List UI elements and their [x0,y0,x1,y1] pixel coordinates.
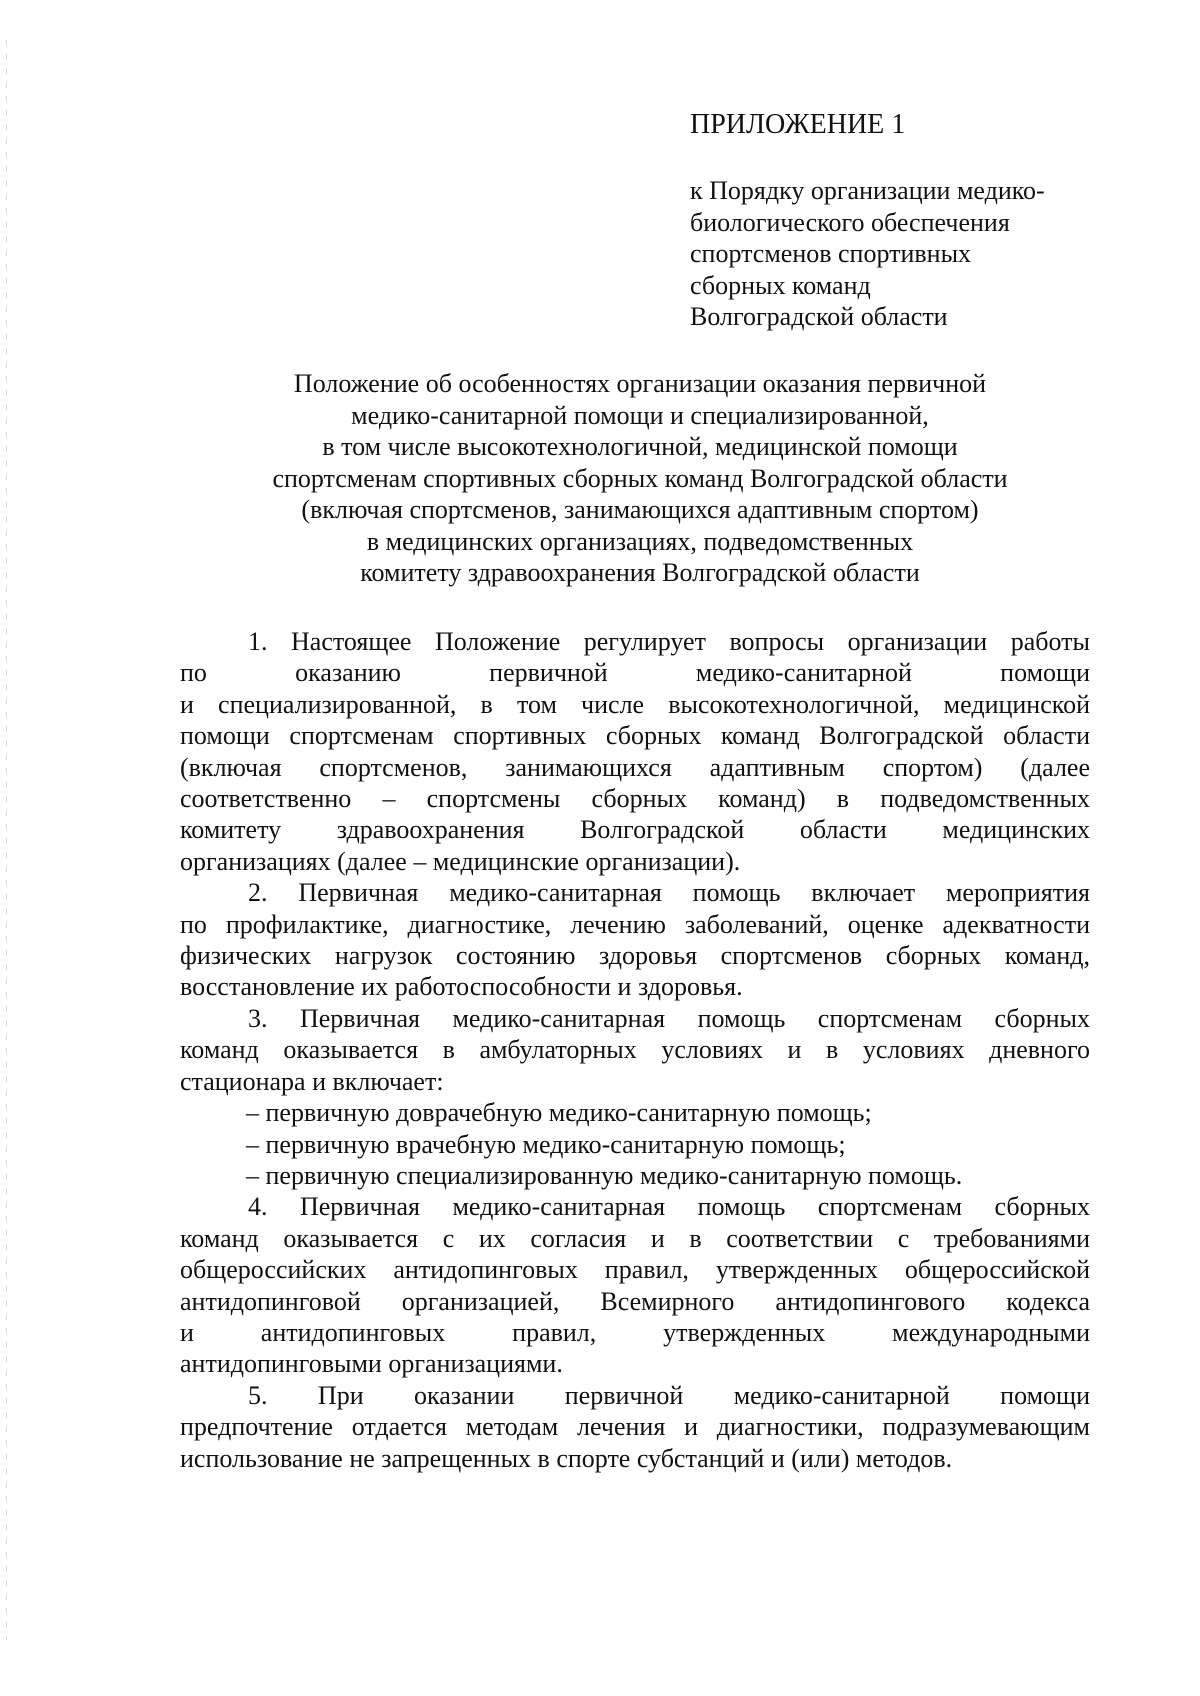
text-line: комитету здравоохранения Волгоградской области медицинских [180,815,1090,845]
text-line: использование не запрещенных в спорте субстанций и (или) методов. [180,1443,953,1473]
text-line: по оказанию первичной медико-санитарной помощи [180,658,1090,688]
paragraph-4 [180,1191,1090,1379]
text-line: соответственно – спортсмены сборных команд) в подведомственных [180,784,1090,814]
text-line: 5. При оказании первичной медико-санитарной помощи [248,1380,1090,1410]
text-line: помощи спортсменам спортивных сборных команд Волгоградской области [180,721,1090,751]
list-item: – первичную доврачебную медико-санитарную помощь; [246,1098,872,1128]
title-line: Положение об особенностях организации оказания первичной [293,369,987,398]
text-line: (включая спортсменов, занимающихся адаптивным спортом) (далее [180,752,1090,782]
title-line: в медицинских организациях, подведомственных [366,526,914,556]
appendix-title: ПРИЛОЖЕНИЕ 1 [690,109,906,140]
text-line: и специализированной, в том числе высокотехнологичной, медицинской [180,689,1090,719]
appendix-ref-line: Волгоградской области [690,302,948,331]
text-line: 2. Первичная медико-санитарная помощь включает мероприятия [248,878,1090,908]
paragraph-2 [180,877,1090,1003]
title-line: комитету здравоохранения Волгоградской области [360,558,920,587]
title-line: в том числе высокотехнологичной, медицинской помощи [322,432,958,461]
text-line: антидопинговой организацией, Всемирного антидопингового кодекса [180,1286,1090,1316]
title-line: (включая спортсменов, занимающихся адаптивным спортом) [301,495,979,524]
list-item: – первичную специализированную медико-санитарную помощь. [246,1160,963,1190]
title-line: спортсменам спортивных сборных команд Волгоградской области [272,463,1008,493]
service-list [180,1097,1090,1191]
text-line: команд оказывается с их согласия и в соответствии с требованиями [180,1223,1090,1253]
paragraph-3 [180,1003,1090,1097]
text-line: 4. Первичная медико-санитарная помощь спортсменам сборных [248,1192,1090,1222]
document-body [180,626,1090,1474]
text-line: 1. Настоящее Положение регулирует вопросы организации работы [248,627,1090,656]
text-line: предпочтение отдается методам лечения и диагностики, подразумевающим [180,1412,1090,1442]
paragraph-1 [180,626,1090,877]
scan-edge-artifact [6,40,7,1640]
text-line: физических нагрузок состоянию здоровья спортсменов сборных команд, [180,941,1090,971]
text-line: по профилактике, диагностике, лечению заболеваний, оценке адекватности [180,909,1090,939]
text-line: команд оказывается в амбулаторных условиях и в условиях дневного [180,1035,1090,1065]
appendix-reference [690,175,1150,333]
appendix-ref-line: к Порядку организации медико- [690,176,1045,205]
appendix-ref-line: сборных команд [690,270,871,300]
list-item: – первичную врачебную медико-санитарную помощь; [246,1129,846,1159]
document-title [200,368,1080,589]
title-line: медико-санитарной помощи и специализированной, [351,400,929,430]
text-line: восстановление их работоспособности и здоровья. [180,972,743,1002]
text-line: 3. Первичная медико-санитарная помощь спортсменам сборных [248,1003,1090,1033]
text-line: антидопинговыми организациями. [180,1349,563,1379]
text-line: и антидопинговых правил, утвержденных международными [180,1317,1090,1347]
text-line: стационара и включает: [180,1066,444,1096]
appendix-ref-line: биологического обеспечения [690,207,1010,237]
text-line: общероссийских антидопинговых правил, утвержденных общероссийской [180,1255,1090,1285]
paragraph-5 [180,1380,1090,1474]
text-line: организациях (далее – медицинские организации). [180,846,741,876]
appendix-ref-line: спортсменов спортивных [690,239,972,268]
